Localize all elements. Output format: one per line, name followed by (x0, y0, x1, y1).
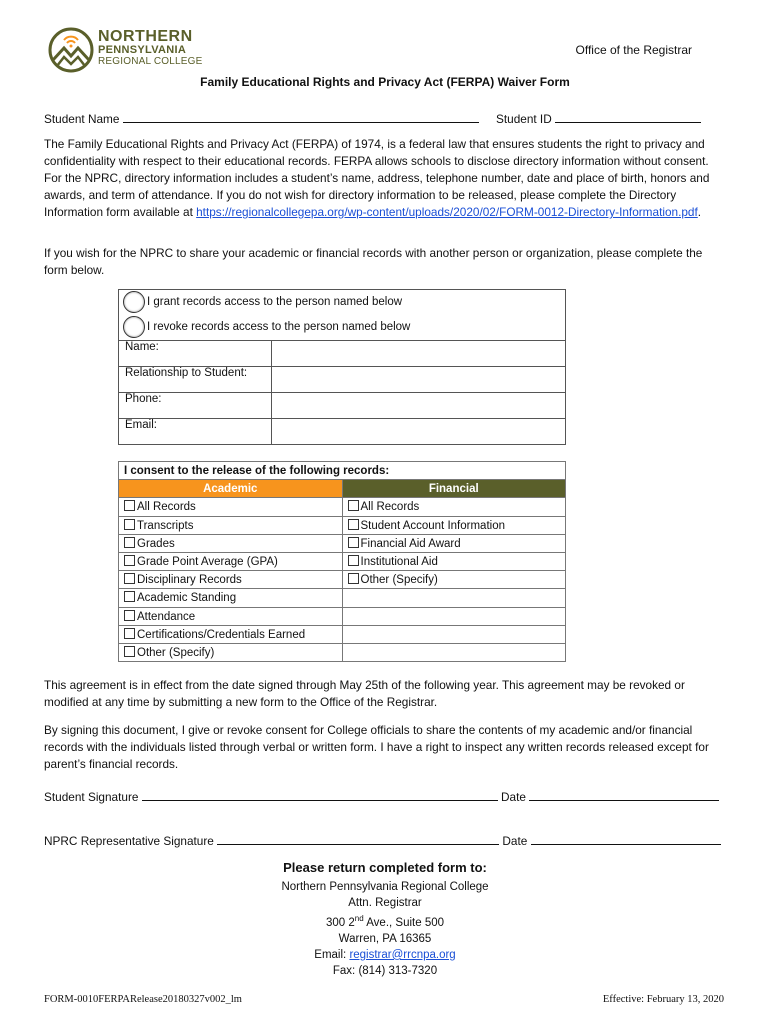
financial-option-label: All Records (360, 501, 420, 514)
office-label: Office of the Registrar (575, 43, 692, 57)
consent-row (119, 516, 566, 534)
page-title: Family Educational Rights and Privacy Act (FERPA) Waiver Form (200, 75, 570, 89)
directory-form-link[interactable]: https://regionalcollegepa.org/wp-content/uploads/2020/02/FORM-0012-Directory-Information.pdf (196, 205, 698, 219)
rep-date-field[interactable] (531, 832, 721, 845)
logo-text: REGIONAL COLLEGE (98, 56, 203, 67)
checkbox[interactable] (124, 500, 135, 511)
city-line: Warren, PA 16365 (338, 932, 432, 945)
logo-text: PENNSYLVANIA (98, 44, 187, 56)
name-field[interactable] (272, 341, 566, 367)
academic-cell (119, 607, 343, 625)
academic-option-label: Certifications/Credentials Earned (137, 628, 306, 641)
student-id-field[interactable] (555, 110, 701, 123)
financial-option-label: Institutional Aid (360, 556, 438, 569)
consent-row (119, 571, 566, 589)
academic-cell (119, 516, 343, 534)
academic-option-label: Grades (137, 537, 175, 550)
academic-option-label: Academic Standing (137, 592, 237, 605)
academic-option-label: Attendance (137, 610, 196, 623)
academic-option-label: Disciplinary Records (137, 574, 242, 587)
financial-cell (342, 516, 566, 534)
consent-row (119, 643, 566, 661)
relationship-field[interactable] (272, 367, 566, 393)
student-info-row (44, 110, 701, 126)
academic-cell (119, 552, 343, 570)
return-address-block (0, 860, 770, 979)
academic-option-label: Grade Point Average (GPA) (137, 556, 278, 569)
rep-signature-row (44, 832, 726, 848)
student-name-label: Student Name (44, 112, 120, 126)
academic-option-label: All Records (137, 501, 196, 514)
student-signature-label: Student Signature (44, 790, 139, 804)
checkbox[interactable] (124, 573, 135, 584)
checkbox[interactable] (124, 628, 135, 639)
financial-option-label: Financial Aid Award (360, 537, 461, 550)
academic-cell (119, 625, 343, 643)
financial-header: Financial (342, 480, 566, 498)
financial-cell (342, 552, 566, 570)
checkbox[interactable] (348, 573, 359, 584)
email-line: Email: registrar@rrcnpa.org (314, 948, 456, 961)
ferpa-intro-paragraph (44, 136, 726, 221)
street-address: 300 2nd Ave., Suite 500 (325, 914, 445, 929)
grant-label: I grant records access to the person named below (147, 296, 403, 309)
academic-cell (119, 498, 343, 516)
financial-cell (342, 643, 566, 661)
intro-end: . (697, 205, 702, 219)
financial-cell (342, 589, 566, 607)
academic-option-label: Transcripts (137, 519, 194, 532)
consent-heading: I consent to the release of the following records: (119, 462, 566, 480)
email-field[interactable] (272, 419, 566, 445)
logo-text: NORTHERN (98, 28, 193, 45)
student-signature-row (44, 788, 726, 804)
checkbox[interactable] (348, 555, 359, 566)
checkbox[interactable] (124, 519, 135, 530)
form-id: FORM-0010FERPARelease20180327v002_lm (44, 994, 242, 1005)
academic-cell (119, 589, 343, 607)
financial-cell (342, 534, 566, 552)
checkbox[interactable] (124, 555, 135, 566)
agreement-paragraph: This agreement is in effect from the date signed through May 25th of the following year. This agreement may be revoked or modified at any time by submitting a new form to the Office of the Registrar. (44, 678, 685, 709)
academic-header: Academic (119, 480, 343, 498)
academic-cell (119, 571, 343, 589)
checkbox[interactable] (124, 537, 135, 548)
college-name: Northern Pennsylvania Regional College (281, 881, 489, 893)
email-label: Email: (119, 419, 272, 445)
relationship-label: Relationship to Student: (119, 367, 272, 393)
attn-line: Attn. Registrar (348, 897, 422, 909)
student-date-field[interactable] (529, 788, 719, 801)
checkbox[interactable] (348, 537, 359, 548)
checkbox[interactable] (124, 646, 135, 657)
revoke-label: I revoke records access to the person named below (147, 321, 411, 334)
consent-row (119, 534, 566, 552)
student-signature-field[interactable] (142, 788, 498, 801)
academic-cell (119, 643, 343, 661)
rep-date-label: Date (502, 834, 528, 848)
checkbox[interactable] (124, 591, 135, 602)
revoke-radio[interactable] (123, 316, 145, 338)
fax-line: Fax: (814) 313-7320 (332, 964, 438, 977)
checkbox[interactable] (348, 500, 359, 511)
consent-paragraph: By signing this document, I give or revoke consent for College officials to share the contents of my academic and/or financial records with the individuals listed through verbal or written form. I have a right to inspect any written records released except for parent’s financial records. (44, 723, 709, 771)
financial-option-label: Other (Specify) (360, 574, 438, 587)
consent-row (119, 552, 566, 570)
consent-row (119, 498, 566, 516)
rep-signature-field[interactable] (217, 832, 499, 845)
return-heading: Please return completed form to: (283, 860, 487, 875)
financial-cell (342, 498, 566, 516)
financial-cell (342, 607, 566, 625)
grant-radio[interactable] (123, 291, 145, 313)
consent-row (119, 625, 566, 643)
checkbox[interactable] (124, 610, 135, 621)
student-id-label: Student ID (495, 112, 552, 126)
access-table (118, 289, 566, 445)
checkbox[interactable] (348, 519, 359, 530)
name-label: Name: (119, 341, 272, 367)
consent-row (119, 607, 566, 625)
student-name-field[interactable] (123, 110, 479, 123)
financial-cell (342, 571, 566, 589)
effective-date: Effective: February 13, 2020 (602, 994, 724, 1005)
consent-table (118, 461, 566, 662)
financial-option-label: Student Account Information (360, 519, 505, 532)
intro-text: The Family Educational Rights and Privacy Act (FERPA) of 1974, is a federal law that ensures students the right to privacy and confidentiality with respect to their educational records. FERPA allows schools to disclose directory information without consent. For the NPRC, directory information includes a student’s name, address, telephone number, date and place of birth, honors and awards, and term of attendance. If you do not wish for directory information to be released, please complete the Directory Information form available at (44, 137, 710, 219)
consent-row (119, 589, 566, 607)
academic-cell (119, 534, 343, 552)
student-date-label: Date (501, 790, 526, 804)
logo-emblem-icon (48, 26, 94, 74)
academic-option-label: Other (Specify) (137, 646, 215, 659)
registrar-email-link[interactable]: registrar@rrcnpa.org (349, 948, 456, 961)
phone-field[interactable] (272, 393, 566, 419)
phone-label: Phone: (119, 393, 272, 419)
financial-cell (342, 625, 566, 643)
share-records-paragraph: If you wish for the NPRC to share your academic or financial records with another person or organization, please complete the form below. (44, 246, 703, 277)
college-logo (48, 26, 248, 76)
rep-signature-label: NPRC Representative Signature (44, 834, 214, 848)
